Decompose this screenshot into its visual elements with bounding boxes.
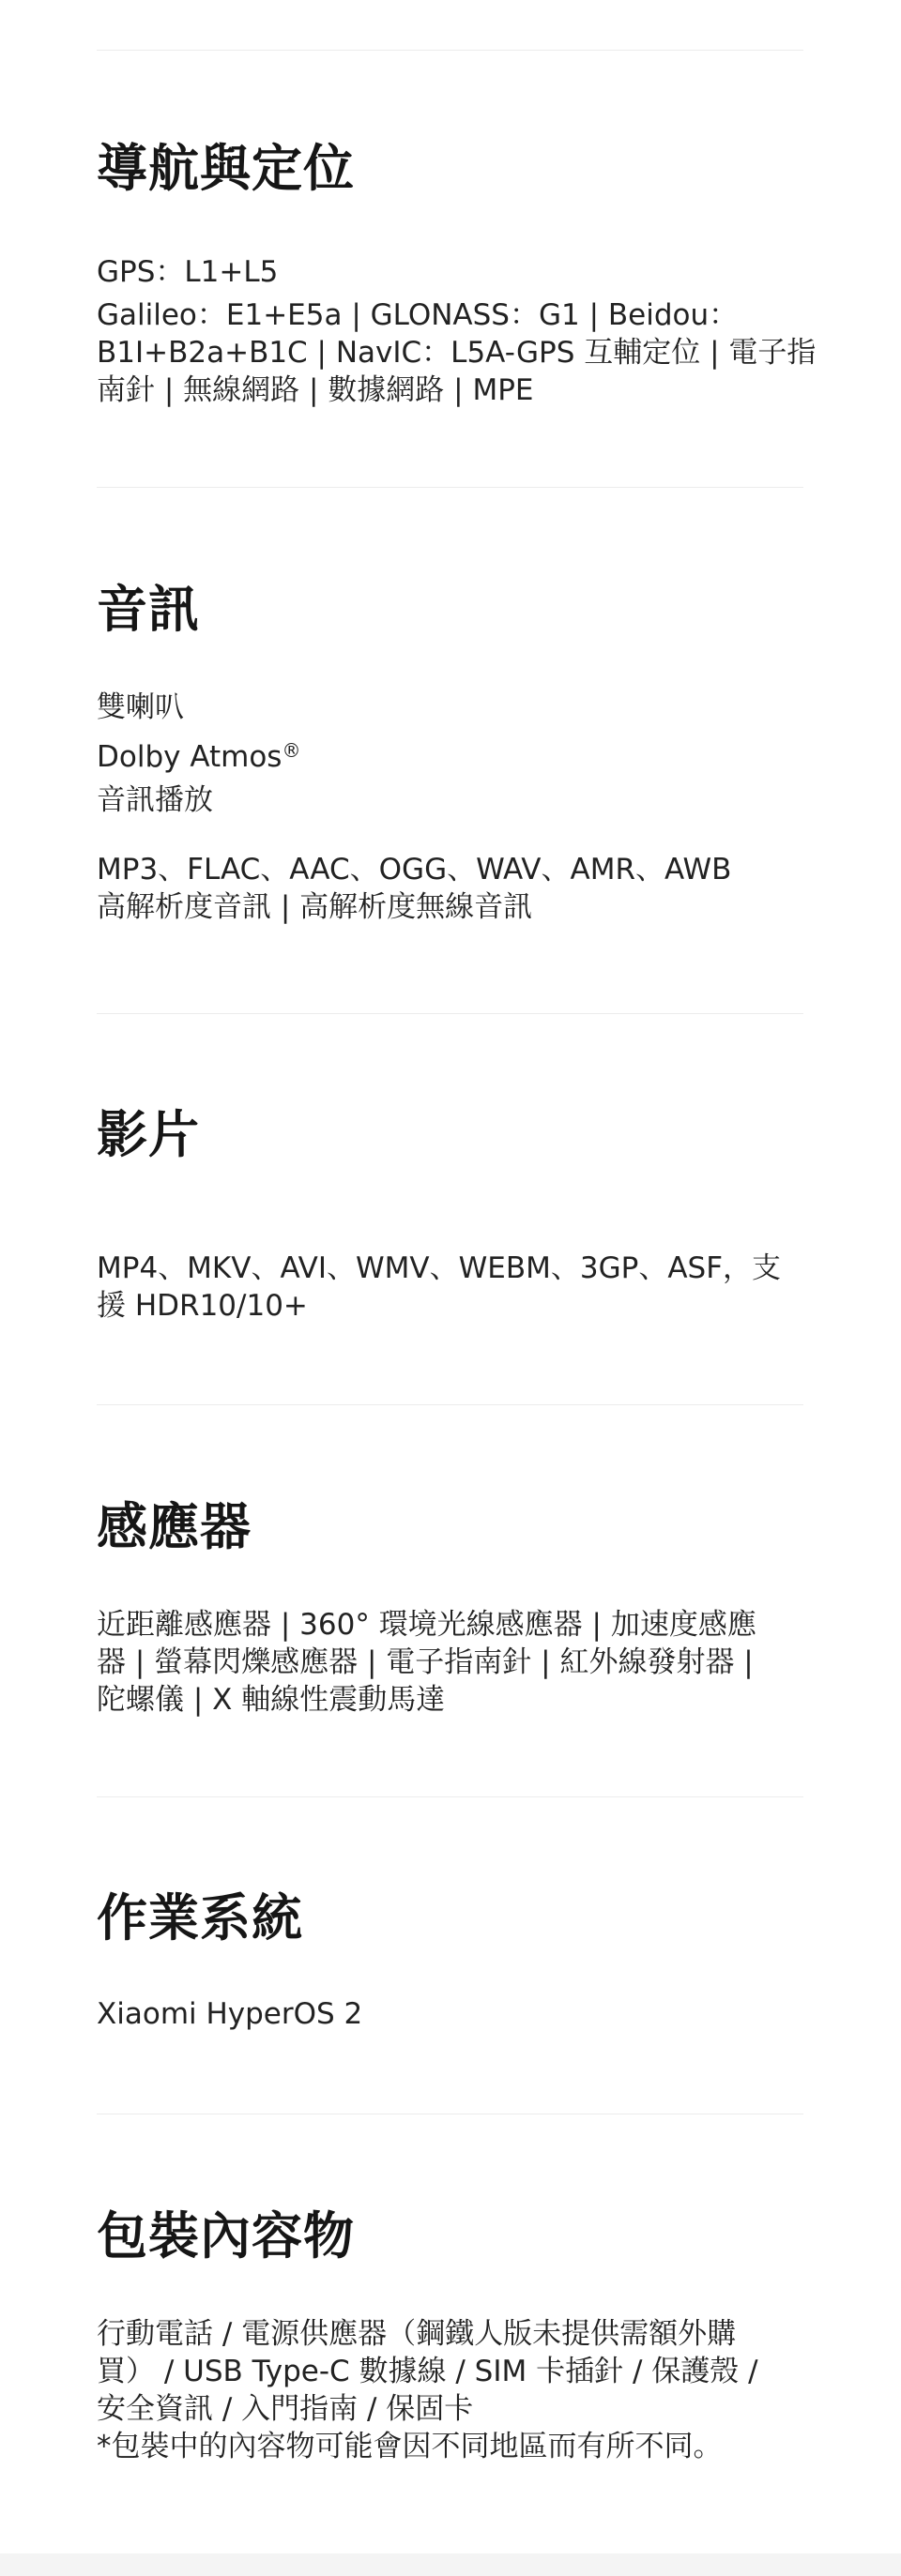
section-title-sensors: 感應器 — [97, 1497, 252, 1556]
spec-line: 南針 | 無線網路 | 數據網路 | MPE — [97, 373, 534, 407]
os-spec-text — [97, 1995, 810, 2033]
section-divider — [97, 1404, 803, 1405]
section-divider — [97, 1796, 803, 1797]
spec-line-dolby: Dolby Atmos® — [97, 739, 301, 774]
section-title-os: 作業系統 — [97, 1888, 303, 1947]
spec-line: 器 | 螢幕閃爍感應器 | 電子指南針 | 紅外線發射器 | — [97, 1645, 754, 1679]
section-divider — [97, 487, 803, 488]
spec-line-hires: 高解析度音訊 | 高解析度無線音訊 — [97, 890, 533, 924]
package-spec-text — [97, 2315, 810, 2465]
sensors-spec-text — [97, 1606, 810, 1719]
spec-line: 行動電話 / 電源供應器（鋼鐵人版未提供需額外購 — [97, 2317, 737, 2351]
spec-line: 陀螺儀 | X 軸線性震動馬達 — [97, 1683, 446, 1717]
spec-line: MP4、MKV、AVI、WMV、WEBM、3GP、ASF，支 — [97, 1251, 782, 1285]
spec-line-speaker: 雙喇叭 — [97, 690, 184, 724]
section-navigation — [97, 139, 817, 409]
section-divider — [97, 1013, 803, 1014]
audio-spec-text — [97, 689, 810, 926]
spec-line: Galileo：E1+E5a | GLONASS：G1 | Beidou： — [97, 298, 739, 332]
spec-line-formats: MP3、FLAC、AAC、OGG、WAV、AMR、AWB — [97, 853, 732, 886]
section-title-package: 包裝內容物 — [97, 2206, 355, 2265]
section-title-navigation: 導航與定位 — [97, 139, 355, 198]
registered-mark: ® — [282, 739, 301, 762]
spec-line-os: Xiaomi HyperOS 2 — [97, 1997, 363, 2031]
section-title-video: 影片 — [97, 1105, 200, 1164]
page-bottom-band — [0, 2553, 901, 2576]
section-sensors — [97, 1497, 810, 1719]
section-divider — [97, 50, 803, 51]
section-audio — [97, 580, 810, 926]
navigation-spec-text — [97, 253, 817, 409]
spec-line-gps: GPS：L1+L5 — [97, 255, 279, 289]
spec-line: B1I+B2a+B1C | NavIC：L5A-GPS 互輔定位 | 電子指 — [97, 336, 817, 370]
video-spec-text — [97, 1250, 810, 1325]
spec-line: 安全資訊 / 入門指南 / 保固卡 — [97, 2392, 474, 2426]
package-note: *包裝中的內容物可能會因不同地區而有所不同。 — [97, 2430, 723, 2463]
section-title-audio: 音訊 — [97, 580, 200, 639]
spec-line: 援 HDR10/10+ — [97, 1289, 308, 1323]
section-package — [97, 2206, 810, 2465]
spec-line: 近距離感應器 | 360° 環境光線感應器 | 加速度感應 — [97, 1608, 756, 1642]
section-video — [97, 1105, 810, 1325]
spec-line-playback: 音訊播放 — [97, 783, 213, 817]
section-os — [97, 1888, 810, 2033]
spec-line: 買） / USB Type-C 數據線 / SIM 卡插針 / 保護殼 / — [97, 2355, 758, 2388]
